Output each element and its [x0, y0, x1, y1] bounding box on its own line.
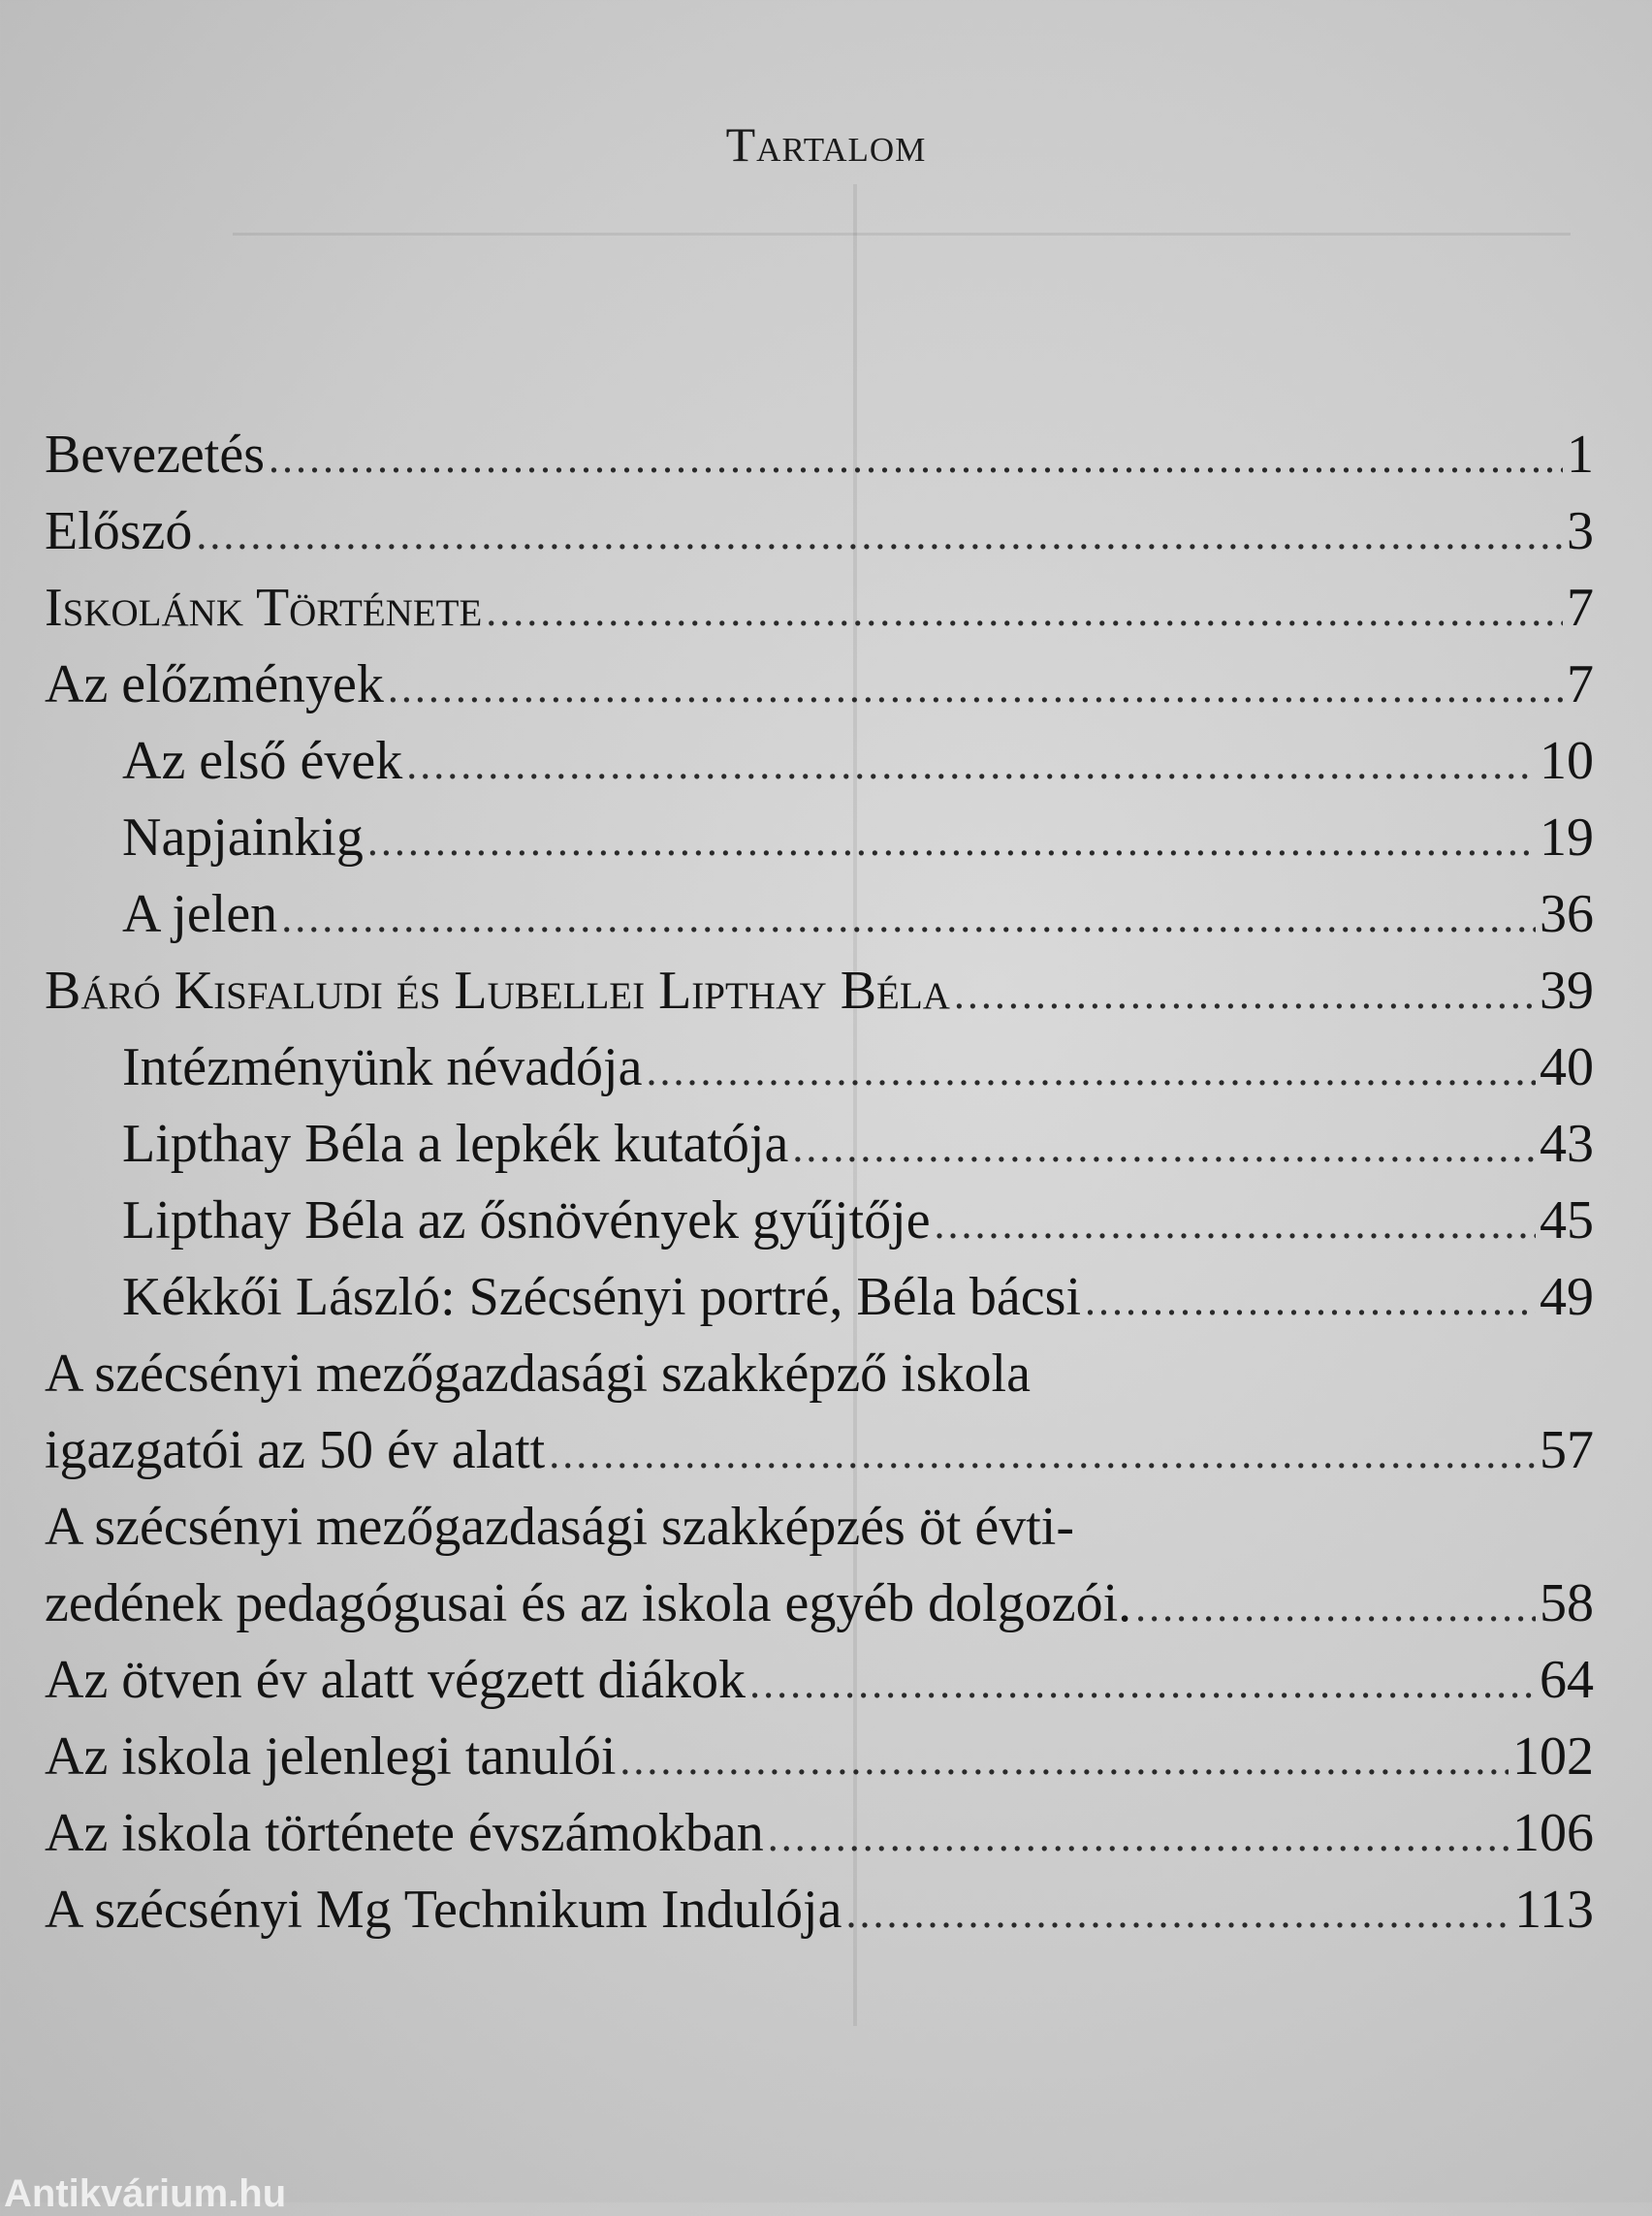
toc-entry-page: 39: [1540, 961, 1594, 1021]
toc-entry-label: Lipthay Béla az ősnövények gyűjtője: [122, 1190, 931, 1250]
dot-leader: [281, 879, 1536, 956]
toc-entry-page: 3: [1567, 501, 1594, 561]
dot-leader: [196, 496, 1563, 573]
table-of-contents: [45, 417, 1594, 1948]
toc-entry-page: 40: [1540, 1037, 1594, 1097]
toc-entry-page: 19: [1540, 807, 1594, 868]
toc-entry-page: 102: [1512, 1726, 1594, 1787]
dot-leader: [367, 803, 1536, 879]
toc-entry: [45, 723, 1594, 800]
toc-entry-label: Iskolánk Története: [45, 578, 483, 638]
toc-entry-label: A szécsényi Mg Technikum Indulója: [45, 1880, 842, 1940]
toc-entry-label: Napjainkig: [122, 807, 364, 868]
toc-entry: [45, 1719, 1594, 1795]
dot-leader: [486, 573, 1563, 649]
dot-leader: [269, 420, 1563, 496]
toc-entry: [45, 1336, 1594, 1489]
toc-entry-label: Az iskola története évszámokban: [45, 1803, 764, 1863]
toc-entry-label: Az előzmények: [45, 654, 384, 714]
toc-entry-page: 49: [1540, 1267, 1594, 1327]
dot-leader: [749, 1645, 1536, 1722]
dot-leader: [406, 726, 1536, 803]
toc-entry: [45, 1642, 1594, 1719]
toc-entry-label: Lipthay Béla a lepkék kutatója: [122, 1114, 789, 1174]
toc-entry-page: 36: [1540, 884, 1594, 944]
toc-entry-label-line: A szécsényi mezőgazdasági szakképző iskola: [45, 1344, 1031, 1404]
toc-entry-label: Báró Kisfaludi és Lubellei Lipthay Béla: [45, 961, 950, 1021]
toc-entry-page: 10: [1540, 731, 1594, 791]
dot-leader: [792, 1109, 1536, 1186]
toc-entry-label: Az első évek: [122, 731, 403, 791]
toc-entry: [45, 1872, 1594, 1948]
page-title: Tartalom: [725, 117, 927, 172]
dot-leader: [954, 956, 1536, 1032]
dot-leader: [935, 1186, 1536, 1262]
toc-entry-label: zedének pedagógusai és az iskola egyéb dolgozói.: [45, 1573, 1132, 1633]
toc-entry-page: 58: [1540, 1573, 1594, 1633]
toc-entry: [45, 417, 1594, 493]
dot-leader: [845, 1875, 1510, 1951]
toc-entry-page: 57: [1540, 1420, 1594, 1480]
dot-leader: [646, 1032, 1536, 1109]
toc-entry-label: Az ötven év alatt végzett diákok: [45, 1650, 747, 1710]
toc-entry-page: 113: [1514, 1880, 1594, 1940]
bleed-through-rule: [233, 233, 1571, 236]
dot-leader: [1135, 1568, 1536, 1645]
toc-entry-label: A jelen: [122, 884, 278, 944]
dot-leader: [388, 649, 1563, 726]
dot-leader: [549, 1415, 1536, 1492]
toc-entry: [45, 800, 1594, 876]
toc-entry: [45, 953, 1594, 1029]
watermark: Antikvárium.hu: [4, 2172, 287, 2215]
toc-entry-page: 43: [1540, 1114, 1594, 1174]
toc-entry-page: 7: [1567, 654, 1594, 714]
toc-entry: [45, 1259, 1594, 1336]
toc-entry: [45, 493, 1594, 570]
toc-entry-page: 106: [1512, 1803, 1594, 1863]
dot-leader: [1085, 1262, 1536, 1339]
toc-entry-label: Az iskola jelenlegi tanulói: [45, 1726, 617, 1787]
dot-leader: [620, 1722, 1509, 1798]
toc-entry-label: Kékkői László: Szécsényi portré, Béla bácsi: [122, 1267, 1081, 1327]
toc-entry-page: 7: [1567, 578, 1594, 638]
toc-entry-label-line: A szécsényi mezőgazdasági szakképzés öt évti-: [45, 1497, 1075, 1557]
toc-entry-label: Előszó: [45, 501, 193, 561]
toc-entry: [45, 1029, 1594, 1106]
toc-entry-label: igazgatói az 50 év alatt: [45, 1420, 546, 1480]
toc-entry: [45, 1795, 1594, 1872]
toc-entry: [45, 1489, 1594, 1642]
toc-entry-page: 64: [1540, 1650, 1594, 1710]
toc-entry: [45, 647, 1594, 723]
toc-entry-label: Bevezetés: [45, 425, 265, 485]
toc-entry-page: 1: [1567, 425, 1594, 485]
toc-entry: [45, 1106, 1594, 1183]
toc-entry-page: 45: [1540, 1190, 1594, 1250]
toc-entry: [45, 1183, 1594, 1259]
dot-leader: [768, 1798, 1509, 1875]
toc-entry: [45, 876, 1594, 953]
toc-entry: [45, 570, 1594, 647]
toc-entry-label: Intézményünk névadója: [122, 1037, 643, 1097]
